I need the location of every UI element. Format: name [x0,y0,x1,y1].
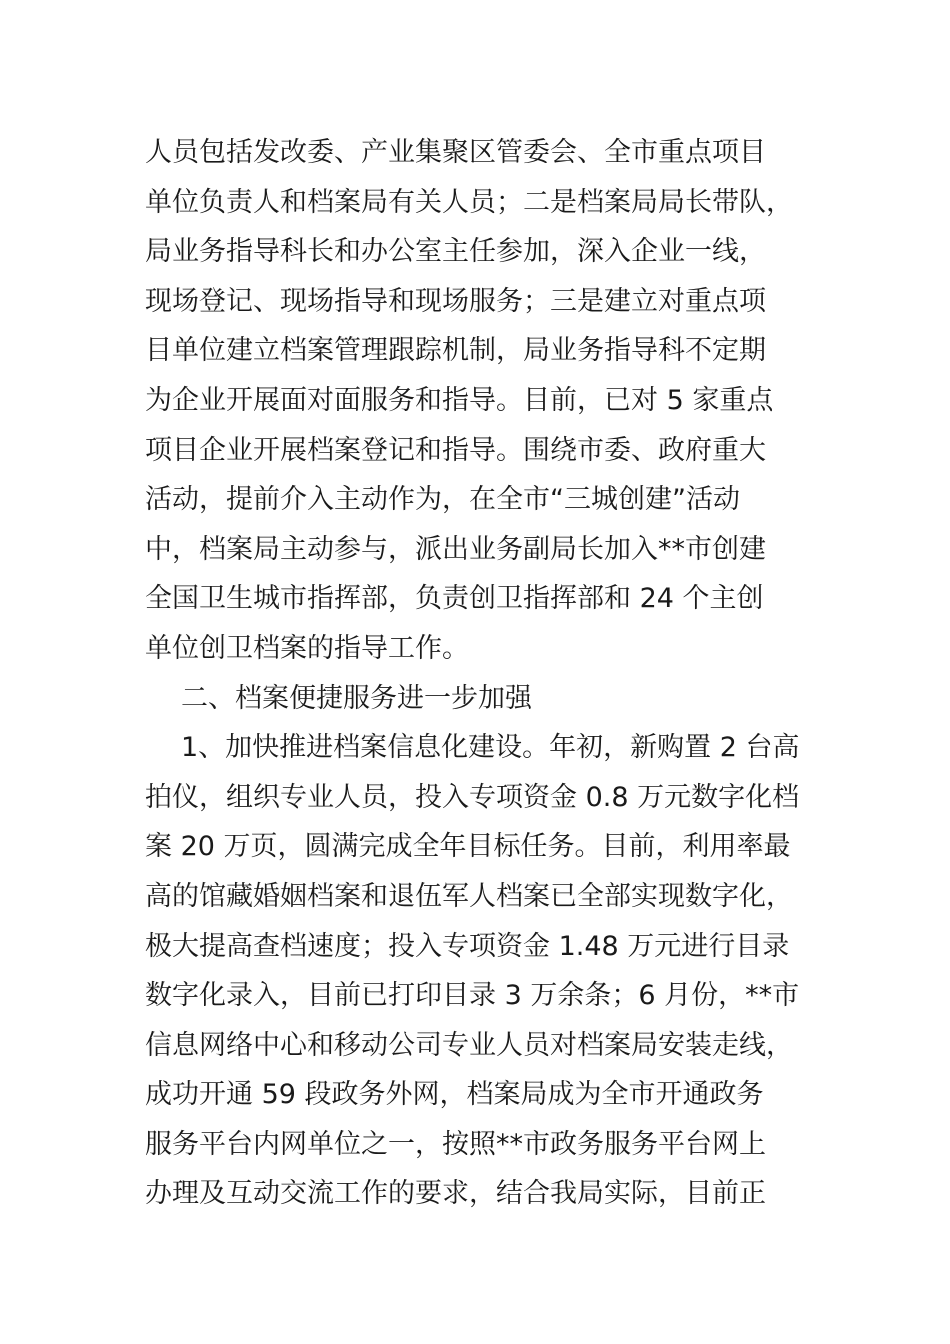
text-line: 服务平台内网单位之一，按照**市政务服务平台网上 [145,1128,766,1160]
text-line: 单位创卫档案的指导工作。 [145,632,469,664]
text-line: 现场登记、现场指导和现场服务；三是建立对重点项 [145,285,766,317]
text-line: 拍仪，组织专业人员，投入专项资金 0.8 万元数字化档 [145,781,800,813]
text-line: 中，档案局主动参与，派出业务副局长加入**市创建 [145,533,766,565]
text-line: 成功开通 59 段政务外网，档案局成为全市开通政务 [145,1079,764,1111]
text-line: 单位负责人和档案局有关人员；二是档案局局长带队， [145,186,793,218]
text-line: 为企业开展面对面服务和指导。目前，已对 5 家重点 [145,384,774,416]
text-line: 办理及互动交流工作的要求，结合我局实际，目前正 [145,1178,766,1210]
text-line: 极大提高查档速度；投入专项资金 1.48 万元进行目录 [145,930,790,962]
text-line: 全国卫生城市指挥部，负责创卫指挥部和 24 个主创 [145,583,764,615]
section-heading: 二、档案便捷服务进一步加强 [181,682,532,714]
text-line: 局业务指导科长和办公室主任参加，深入企业一线， [145,236,766,268]
text-line: 案 20 万页，圆满完成全年目标任务。目前，利用率最 [145,831,791,863]
body-text [145,128,825,1219]
text-line: 数字化录入，目前已打印目录 3 万余条；6 月份，**市 [145,980,800,1012]
text-line: 活动，提前介入主动作为，在全市“三城创建”活动 [145,484,740,516]
text-line: 高的馆藏婚姻档案和退伍军人档案已全部实现数字化， [145,880,793,912]
text-line: 人员包括发改委、产业集聚区管委会、全市重点项目 [145,137,766,168]
text-line: 1、加快推进档案信息化建设。年初，新购置 2 台高 [181,732,800,764]
text-line: 信息网络中心和移动公司专业人员对档案局安装走线， [145,1029,793,1061]
text-line: 目单位建立档案管理跟踪机制，局业务指导科不定期 [145,335,766,367]
text-line: 项目企业开展档案登记和指导。围绕市委、政府重大 [145,434,766,466]
